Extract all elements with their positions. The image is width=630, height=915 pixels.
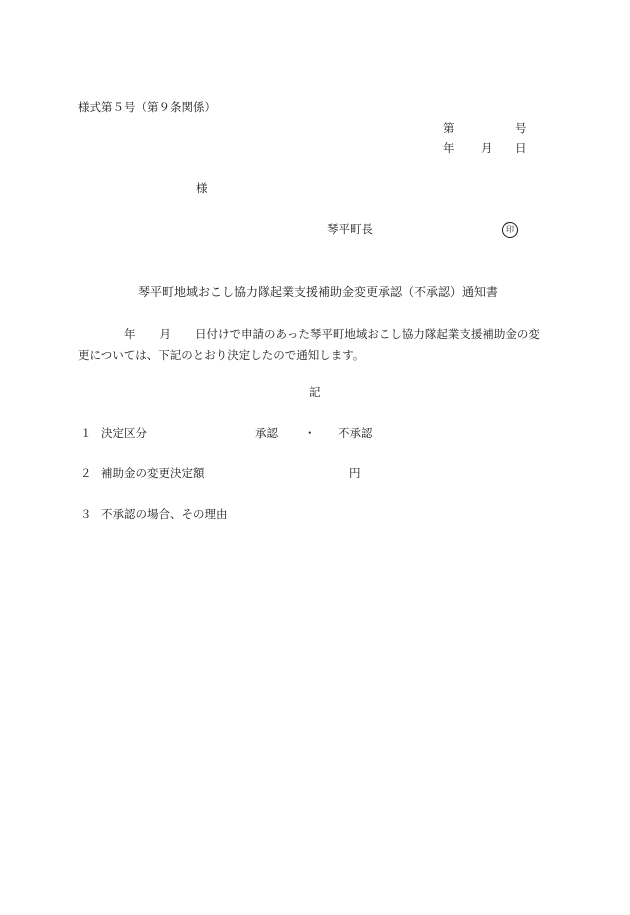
notice-body-line-2: 更については、下記のとおり決定したので通知します。	[78, 348, 365, 362]
document-number-suffix: 号	[515, 121, 527, 135]
amount-unit: 円	[349, 466, 361, 480]
notice-body	[78, 324, 558, 366]
item-1-number: １	[80, 426, 92, 440]
body-month-label: 月	[159, 327, 171, 341]
date-year-label: 年	[443, 141, 455, 155]
item-2-label: 補助金の変更決定額	[101, 466, 205, 480]
document-title: 琴平町地域おこし協力隊起業支援補助金変更承認（不承認）通知書	[138, 285, 499, 299]
seal-mark: 印	[502, 222, 518, 238]
body-year-label: 年	[124, 327, 136, 341]
addressee-honorific: 様	[196, 181, 208, 195]
date-day-label: 日	[515, 141, 527, 155]
decision-option-disapprove: 不承認	[338, 426, 373, 440]
decision-option-approve: 承認	[255, 426, 278, 440]
document-number-label: 第	[443, 121, 455, 135]
body-line1-text: 日付けで申請のあった琴平町地域おこし協力隊起業支援補助金の変	[195, 327, 540, 341]
item-1-label: 決定区分	[101, 426, 147, 440]
item-2-number: ２	[80, 466, 92, 480]
form-number: 様式第５号（第９条関係）	[78, 100, 216, 114]
issuer-name: 琴平町長	[327, 222, 373, 236]
ki-heading: 記	[309, 385, 321, 399]
item-3-number: ３	[80, 507, 92, 521]
item-3-label: 不承認の場合、その理由	[101, 507, 228, 521]
notice-body-line-1	[78, 324, 558, 345]
date-month-label: 月	[481, 141, 493, 155]
decision-option-separator: ・	[304, 426, 316, 440]
